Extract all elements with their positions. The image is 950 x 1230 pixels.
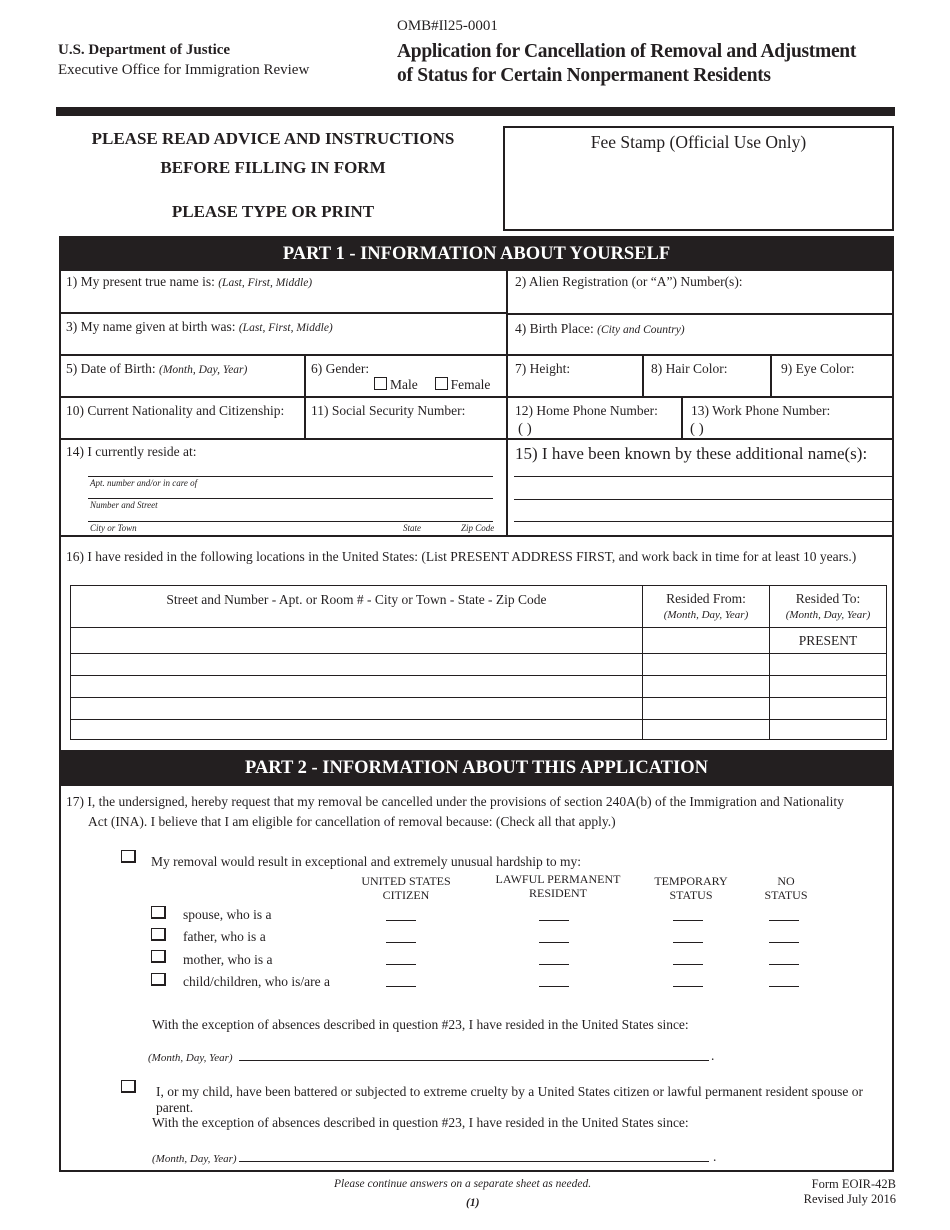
hardship-checkbox[interactable]: [121, 850, 136, 863]
male-checkbox[interactable]: Male: [374, 377, 418, 392]
table-row: [71, 628, 887, 654]
table-row: [71, 720, 887, 740]
rel-father: father, who is a: [183, 929, 266, 944]
q8-label: 8) Hair Color:: [651, 361, 728, 376]
form-title-line2: of Status for Certain Nonpermanent Residents: [397, 65, 771, 86]
q14-label: 14) I currently reside at:: [66, 444, 197, 459]
table-row: [71, 698, 887, 720]
page-number: (1): [466, 1197, 480, 1209]
q1-label: 1) My present true name is: (Last, First, Middle): [66, 274, 313, 289]
advice-line2: BEFORE FILLING IN FORM: [160, 158, 386, 177]
child-checkbox[interactable]: [151, 973, 166, 986]
mother-usc-blank[interactable]: [386, 964, 416, 965]
child-temp-blank[interactable]: [673, 986, 703, 987]
mother-no-blank[interactable]: [769, 964, 799, 965]
spouse-checkbox[interactable]: [151, 906, 166, 919]
date-hint-1: (Month, Day, Year): [148, 1052, 233, 1064]
part2-header: PART 2 - INFORMATION ABOUT THIS APPLICATION: [61, 750, 892, 786]
addr-apt-hint: Apt. number and/or in care of: [90, 478, 198, 488]
col-no-status: NO STATUS: [764, 874, 808, 902]
father-usc-blank[interactable]: [386, 942, 416, 943]
father-checkbox[interactable]: [151, 928, 166, 941]
addr-zip-hint: Zip Code: [461, 523, 495, 533]
gender-options: [374, 377, 490, 393]
col-temporary: TEMPORARY STATUS: [654, 874, 728, 902]
q17-line2: Act (INA). I believe that I am eligible for cancellation of removal because: (Check all that apply.): [88, 814, 616, 829]
continue-note: Please continue answers on a separate sheet as needed.: [334, 1178, 592, 1190]
office-name: Executive Office for Immigration Review: [58, 62, 310, 78]
resided-since-date-2[interactable]: [239, 1161, 709, 1162]
agency-name: U.S. Department of Justice: [58, 42, 231, 58]
spouse-temp-blank[interactable]: [673, 920, 703, 921]
fee-stamp-label: Fee Stamp (Official Use Only): [590, 132, 807, 152]
part1-header: PART 1 - INFORMATION ABOUT YOURSELF: [61, 238, 892, 271]
spouse-usc-blank[interactable]: [386, 920, 416, 921]
child-no-blank[interactable]: [769, 986, 799, 987]
res-col-from: Resided From: (Month, Day, Year): [643, 586, 770, 628]
res-col-to: Resided To: (Month, Day, Year): [770, 586, 887, 628]
table-row: [71, 654, 887, 676]
spouse-lpr-blank[interactable]: [539, 920, 569, 921]
father-temp-blank[interactable]: [673, 942, 703, 943]
agency-block: [58, 40, 309, 80]
q16-label: 16) I have resided in the following locations in the United States: (List PRESENT ADDRESS FIRST, and work back in time for at least 10 years.): [66, 549, 857, 564]
q6-label: 6) Gender:: [311, 361, 370, 376]
addr-apt-line[interactable]: [88, 476, 493, 477]
header-rule: [56, 107, 895, 116]
col-lpr: LAWFUL PERMANENT RESIDENT: [495, 872, 621, 900]
hardship-label: My removal would result in exceptional and extremely unusual hardship to my:: [151, 854, 582, 869]
work-phone-paren[interactable]: ( ): [690, 421, 704, 437]
home-phone-paren[interactable]: ( ): [518, 421, 532, 437]
q13-label: 13) Work Phone Number:: [691, 403, 831, 418]
alias-line-1[interactable]: [514, 476, 892, 477]
col-us-citizen: UNITED STATES CITIZEN: [361, 874, 451, 902]
advice-block: [58, 124, 488, 226]
rel-spouse: spouse, who is a: [183, 907, 272, 922]
q15-label: 15) I have been known by these additional name(s):: [515, 444, 868, 463]
residence-table: [70, 585, 887, 740]
q2-label: 2) Alien Registration (or “A”) Number(s):: [515, 274, 743, 289]
q3-label: 3) My name given at birth was: (Last, First, Middle): [66, 319, 333, 334]
q9-label: 9) Eye Color:: [781, 361, 855, 376]
res-col-address: Street and Number - Apt. or Room # - City or Town - State - Zip Code: [71, 586, 643, 628]
resided-since-1: With the exception of absences described in question #23, I have resided in the United States since:: [152, 1017, 689, 1032]
q10-label: 10) Current Nationality and Citizenship:: [66, 403, 285, 418]
form-frame: PART 1 - INFORMATION ABOUT YOURSELF 1) My present true name is: (Last, First, Middle) 2) Alien Registration (or “A”) Number(s): 3) My name given at birth was: (Last, First, Middle) 4) Birth Place: (City and Country) 5) Date of Birth: (Month, Day, Year) 6) Gender: Male Female 7) Height: 8) Hair Color: 9) Eye Color: 10) Current Nationality and Citizenship: 11) Social Security Number: 12) Home Phone Number: ( ) 13) Work Phone Number: ( ) 14) I currently reside at: Apt. number and/or in care of Number and Street City or Town State Zip Code 15) I have been known by these additional name(s): 16) I have resided in the following locations in the United States: (List PRESENT ADDRESS FIRST, and work back in time for at least 10 years.) Street and Number - Apt. or Room # - City or Town - State - Zip Code Resided From: (Month, Day, Year) Resided To: (Month, Day, Year) PRESENT PART 2 - INFORMATION ABOUT THIS APPLICATION 17) I, the undersigned, hereby request that my removal be cancelled under the provisions of section 240A(b) of the Immigration and Nationality Act (INA). I believe that I am eligible for cancellation of removal because: (Check all that apply.) My removal would result in exceptional and extremely unusual hardship to my: UNITED STATES CITIZEN LAWFUL PERMANENT RESIDENT TEMPORARY STATUS NO STATUS spouse, who is a father, who is a mother, who is a child/children, who is/are a With the exception of absences described in question #23, I have resided in the United States since: (Month, Day, Year) . I, or my child, have been battered or subjected to extreme cruelty by a United States citizen or lawful permanent resident spouse or parent. With the exception of absences described in question #23, I have resided in the United States since: (Month, Day, Year) .: [59, 236, 894, 1172]
addr-city-hint: City or Town: [90, 523, 137, 533]
resided-since-date-1[interactable]: [239, 1060, 709, 1061]
battered-checkbox[interactable]: [121, 1080, 136, 1093]
revised-date: Revised July 2016: [803, 1192, 896, 1206]
father-lpr-blank[interactable]: [539, 942, 569, 943]
omb-number: OMB#Il25-0001: [397, 18, 498, 34]
father-no-blank[interactable]: [769, 942, 799, 943]
addr-street-line[interactable]: [88, 498, 493, 499]
mother-lpr-blank[interactable]: [539, 964, 569, 965]
addr-street-hint: Number and Street: [90, 500, 158, 510]
advice-line1: PLEASE READ ADVICE AND INSTRUCTIONS: [91, 129, 455, 148]
addr-state-hint: State: [403, 523, 421, 533]
mother-temp-blank[interactable]: [673, 964, 703, 965]
fee-stamp-box: [503, 126, 894, 231]
female-checkbox[interactable]: Female: [435, 377, 491, 392]
alias-line-3[interactable]: [514, 521, 892, 522]
rel-child: child/children, who is/are a: [183, 974, 330, 989]
q17-line1: 17) I, the undersigned, hereby request that my removal be cancelled under the provisions of section 240A(b) of the Immigration and Nationality: [66, 794, 844, 809]
q5-label: 5) Date of Birth: (Month, Day, Year): [66, 361, 248, 376]
child-usc-blank[interactable]: [386, 986, 416, 987]
form-id: [792, 1177, 896, 1207]
q12-label: 12) Home Phone Number:: [515, 403, 658, 418]
rel-mother: mother, who is a: [183, 952, 273, 967]
addr-city-line[interactable]: [88, 521, 493, 522]
form-title-line1: Application for Cancellation of Removal and Adjustment: [397, 41, 857, 62]
advice-line3: PLEASE TYPE OR PRINT: [171, 202, 375, 221]
date-hint-2: (Month, Day, Year): [152, 1153, 237, 1165]
q4-label: 4) Birth Place: (City and Country): [515, 321, 685, 336]
form-number: Form EOIR-42B: [811, 1177, 896, 1191]
child-lpr-blank[interactable]: [539, 986, 569, 987]
battered-label: I, or my child, have been battered or subjected to extreme cruelty by a United States citizen or lawful permanent resident spouse or parent.: [156, 1084, 864, 1115]
form-title: [397, 40, 856, 88]
present-cell: PRESENT: [770, 628, 887, 654]
spouse-no-blank[interactable]: [769, 920, 799, 921]
mother-checkbox[interactable]: [151, 950, 166, 963]
q7-label: 7) Height:: [515, 361, 571, 376]
q11-label: 11) Social Security Number:: [311, 403, 466, 418]
alias-line-2[interactable]: [514, 499, 892, 500]
table-row: [71, 676, 887, 698]
resided-since-2: With the exception of absences described in question #23, I have resided in the United States since:: [152, 1115, 689, 1130]
